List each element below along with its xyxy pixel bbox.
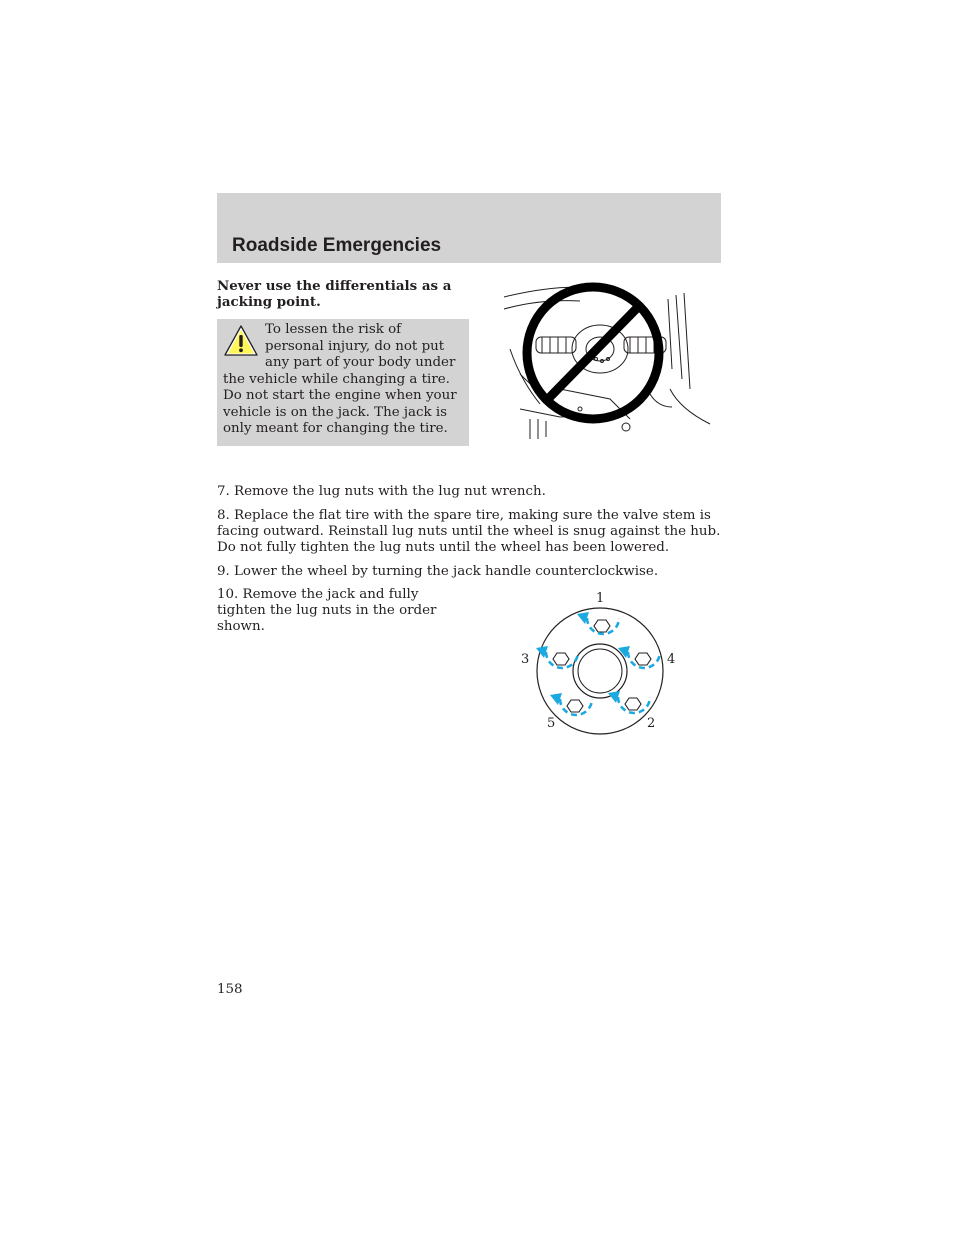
page-number: 158 — [217, 982, 243, 997]
step-9: 9. Lower the wheel by turning the jack handle counterclockwise. — [217, 564, 659, 579]
warning-triangle-icon — [223, 324, 259, 358]
step-10: 10. Remove the jack and fully tighten the lug nuts in the order shown. — [217, 587, 437, 634]
lug-nut-1 — [594, 620, 610, 632]
warning-text: To lessen the risk of personal injury, do not put any part of your body under the vehicle while changing a tire. Do not start the engine when your vehicle is on the jack. The jack is only meant for changing the tire. — [223, 322, 457, 436]
order-label-1: 1 — [596, 591, 605, 606]
lug-nut-tightening-diagram — [515, 588, 685, 738]
order-label-2: 2 — [647, 716, 656, 731]
no-jacking-differential-icon — [500, 279, 715, 441]
lug-nut-5 — [567, 700, 583, 712]
section-header — [217, 193, 721, 263]
warning-box — [217, 319, 469, 446]
order-label-3: 3 — [521, 652, 530, 667]
order-label-5: 5 — [547, 716, 556, 731]
section-title: Roadside Emergencies — [232, 235, 442, 256]
step-7: 7. Remove the lug nuts with the lug nut wrench. — [217, 484, 546, 499]
order-label-4: 4 — [667, 652, 676, 667]
step-8: 8. Replace the flat tire with the spare tire, making sure the valve stem is facing outward. Reinstall lug nuts until the wheel is snug against the hub. Do not fully tighten the lug nuts until the wheel has been lowered. — [217, 508, 721, 555]
lug-nut-3 — [553, 653, 569, 665]
lug-nut-2 — [625, 698, 641, 710]
lug-nut-4 — [635, 653, 651, 665]
caution-heading: Never use the differentials as a jacking point. — [217, 278, 452, 310]
